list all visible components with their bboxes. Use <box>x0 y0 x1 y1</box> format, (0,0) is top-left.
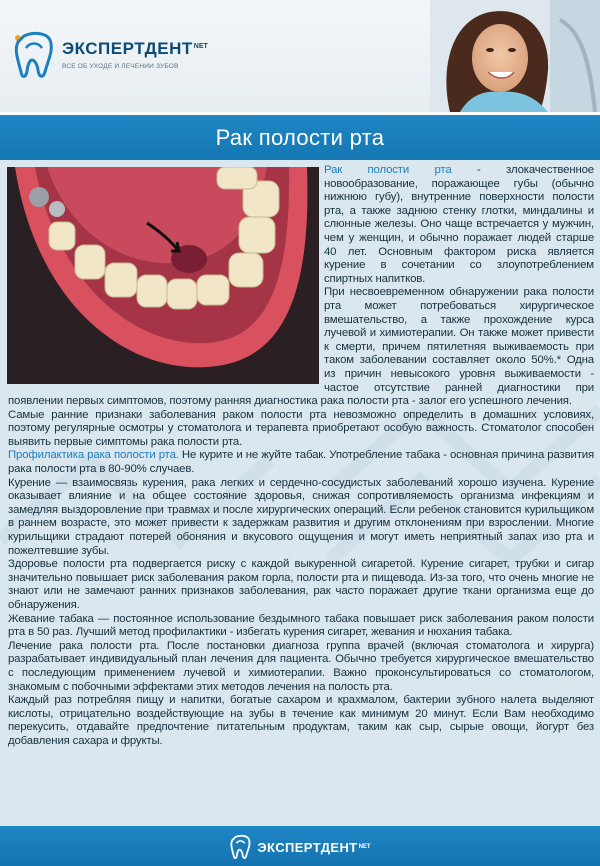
paragraph-treatment: Лечение рака полости рта. После постановки диагноза группа врачей (включая стоматолога и хирурга) разрабатывает индивидуальный план лечения для пациента. Обычно требуется хирургическое вмешательство с последующим применением лучевой и химиотерапии. Важно проконсультироваться со стоматологом, знакомым с побочными эффектами этих методов лечения на полость рта. <box>8 639 594 693</box>
paragraph-intro-text: - злокачественное новообразование, поражающее губы (обычно нижнюю губу), внутренние поверхности полости рта, а также заднюю стенку глотки, миндалины и слюнные железы. Оно чаще встречается у мужчин, чем у женщин, и обычно поражает людей старше 40 лет. Основным фактором риска является курение в сочетании со злоупотреблением спиртных напитков. <box>324 164 594 285</box>
term-oral-cancer: Рак полости рта <box>324 164 452 176</box>
header-dentist-photo <box>430 0 600 112</box>
footer-brand-name: ЭКСПЕРТДЕНТ <box>257 839 358 855</box>
paragraph-smoking: Курение — взаимосвязь курения, рака легких и сердечно-сосудистых заболеваний хорошо изучена. Курение оказывает влияние и на общее состояние здоровья, снижая сопротивляемость организма инфекциям и замедляя выздоровление при травмах и после хирургических операций. Если ребенок становится курильщиком в раннем возрасте, это может привести к задержкам развития и другим отклонениям при взрослении. Многие курильщики страдают потерей обоняния и вкусового ощущения и могут иметь неприятный запах изо рта и пожелтевшие зубы. <box>8 476 594 557</box>
footer-logo[interactable] <box>0 834 600 860</box>
brand-name: ЭКСПЕРТДЕНТ <box>62 39 193 58</box>
tooth-logo-icon <box>12 30 54 80</box>
title-banner <box>0 115 600 160</box>
header <box>0 0 600 115</box>
brand-tagline: ВСЕ ОБ УХОДЕ И ЛЕЧЕНИИ ЗУБОВ <box>62 63 179 70</box>
paragraph-prevention-text: Не курите и не жуйте табак. Употребление табака - основная причина развития рака полости рта в 80-90% случаев. <box>8 449 594 476</box>
brand-logo[interactable] <box>12 30 208 80</box>
brand-suffix: NET <box>193 42 208 50</box>
paragraph-prevention <box>8 449 594 476</box>
paragraph-late-detection: При несвоевременном обнаружении рака полости рта может потребоваться хирургическое вмешательство, а также прохождение курса лучевой и химиотерапии. Он также может привести к смерти, причем пятилетняя выживаемость при таком заболевании составляет около 50%.* Одна из причин невысокого уровня выживаемости - частое отсутствие ранней диагностики при появлении первых симптомов, поэтому ранняя диагностика рака полости рта - залог его успешного лечения. <box>8 286 594 408</box>
page-title: Рак полости рта <box>215 125 385 150</box>
paragraph-nutrition: Каждый раз потребляя пищу и напитки, богатые сахаром и крахмалом, бактерии зубного налета выделяют кислоты, отрицательно воздействующие на зубы в течение как минимум 20 минут. Если Вам необходимо перекусить, отдавайте предпочтение питательным продуктам, таким как сыр, сырые овощи, йогурт без добавления сахара и фрукты. <box>8 694 594 747</box>
paragraph-chewing-tobacco: Жевание табака — постоянное использование бездымного табака повышает риск заболевания раком полости рта в 50 раз. Лучший метод профилактики - избегать курения сигарет, жевания и нюхания табака. <box>8 612 594 639</box>
term-prevention: Профилактика рака полости рта. <box>8 449 179 462</box>
paragraph-early-signs: Самые ранние признаки заболевания раком полости рта невозможно определить в домашних условиях, поэтому регулярные осмотры у стоматолога и терапевта приобретают особую важность. Стоматолог способен выявить первые симптомы рака полости рта. <box>8 408 594 448</box>
article-body <box>8 164 594 749</box>
footer-brand-suffix: NET <box>358 844 371 850</box>
paragraph-oral-health: Здоровье полости рта подвергается риску с каждой выкуренной сигаретой. Курение сигарет, трубки и сигар значительно повышает риск заболевания раком горла, полости рта и пищевода. Из-за того, что очень многие не знают или не замечают ранних признаков заболевания, рак часто поражает другие ткани организма еще до обнаружения. <box>8 558 594 611</box>
tooth-logo-icon <box>229 834 251 860</box>
footer <box>0 826 600 866</box>
